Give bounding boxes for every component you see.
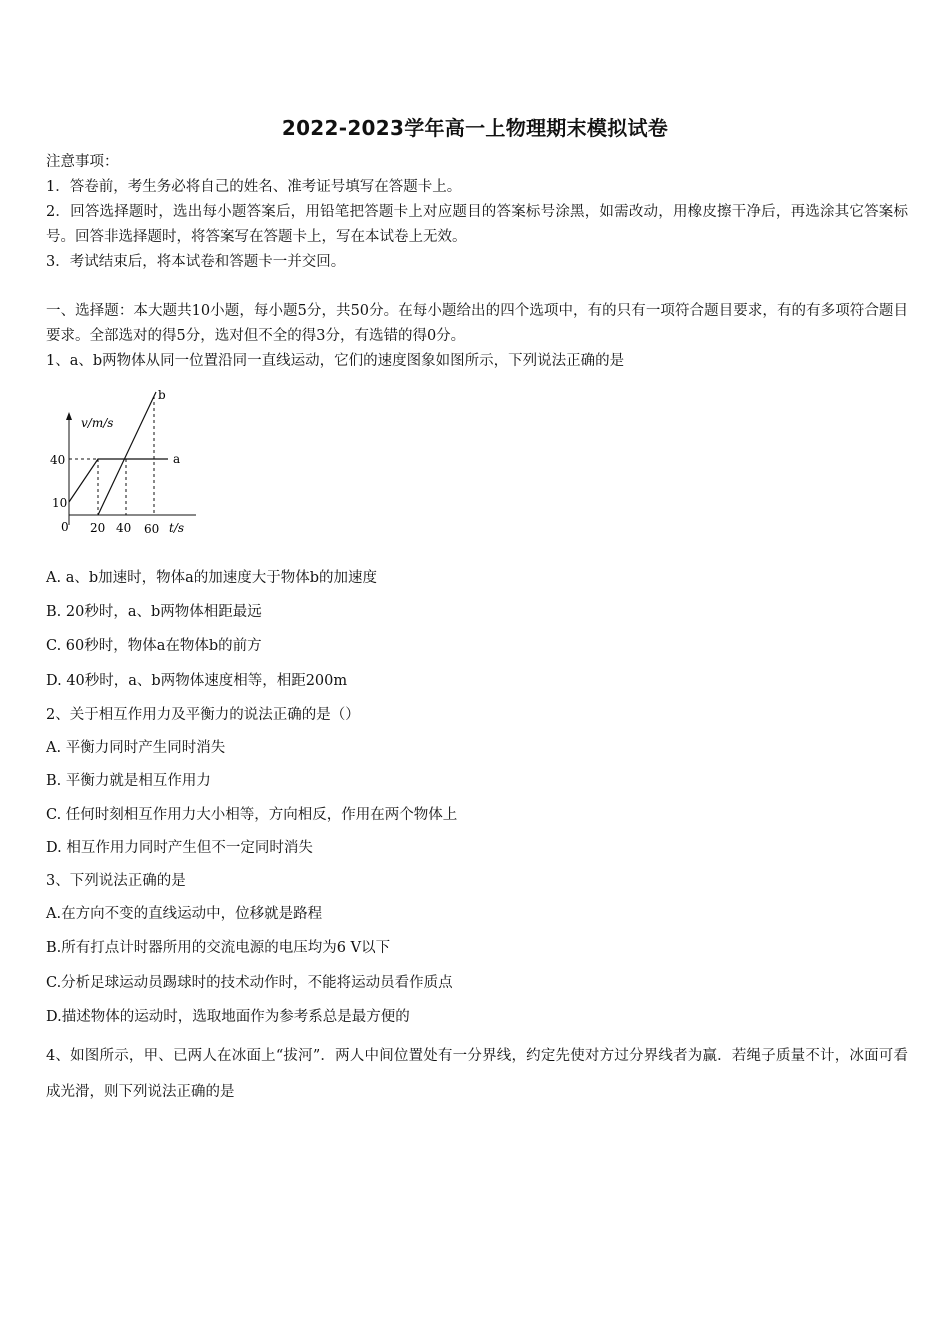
question-2-option-c: C. 任何时刻相互作用力大小相等，方向相反，作用在两个物体上	[46, 807, 458, 823]
notice-heading: 注意事项：	[46, 154, 119, 170]
question-3-option-a: A.在方向不变的直线运动中，位移就是路程	[46, 906, 323, 922]
x-tick-label: 60	[144, 522, 160, 536]
question-2-option-b: B. 平衡力就是相互作用力	[46, 773, 211, 789]
question-1-stem: 1、a、b两物体从同一位置沿同一直线运动，它们的速度图象如图所示，下列说法正确的是	[46, 353, 625, 369]
x-tick-label: 20	[90, 521, 106, 535]
velocity-time-graph	[46, 386, 206, 542]
x-tick-label: 0	[61, 520, 69, 534]
section-heading: 一、选择题：本大题共10小题，每小题5分，共50分。在每小题给出的四个选项中，有的只有一项符合题目要求，有的有多项符合题目要求。全部选对的得5分，选对但不全的得3分，有选错的得0分。	[46, 303, 908, 344]
y-tick-label: 10	[52, 496, 68, 510]
line-b	[98, 392, 156, 515]
question-3-stem: 3、下列说法正确的是	[46, 873, 186, 889]
line-b-label: b	[158, 388, 166, 402]
notice-item: 1．答卷前，考生务必将自己的姓名、准考证号填写在答题卡上。	[46, 179, 462, 195]
x-axis-label: t/s	[169, 521, 185, 535]
y-axis-arrow	[66, 412, 72, 420]
line-a-label: a	[173, 452, 181, 466]
question-3-option-d: D.描述物体的运动时，选取地面作为参考系总是最方便的	[46, 1009, 410, 1025]
page-title: 2022-2023学年高一上物理期末模拟试卷	[281, 116, 669, 140]
question-3-option-c: C.分析足球运动员踢球时的技术动作时，不能将运动员看作质点	[46, 975, 453, 991]
notice-item: 3．考试结束后，将本试卷和答题卡一并交回。	[46, 254, 346, 270]
x-tick-label: 40	[116, 521, 132, 535]
question-2-option-a: A. 平衡力同时产生同时消失	[46, 740, 226, 756]
question-4-stem: 4、如图所示，甲、已两人在冰面上“拔河”．两人中间位置处有一分界线，约定先使对方过分界线者为赢．若绳子质量不计，冰面可看成光滑，则下列说法正确的是	[46, 1048, 908, 1100]
notice-item: 2．回答选择题时，选出每小题答案后，用铅笔把答题卡上对应题目的答案标号涂黑，如需改动，用橡皮擦干净后，再选涂其它答案标号。回答非选择题时，将答案写在答题卡上，写在本试卷上无效。	[46, 204, 908, 245]
question-1-option-c: C. 60秒时，物体a在物体b的前方	[46, 638, 262, 654]
question-1-option-a: A. a、b加速时，物体a的加速度大于物体b的加速度	[46, 570, 378, 586]
question-3-option-b: B.所有打点计时器所用的交流电源的电压均为6 V以下	[46, 940, 391, 956]
line-a	[69, 459, 168, 502]
y-axis-label: v/m/s	[81, 416, 114, 430]
question-2-option-d: D. 相互作用力同时产生但不一定同时消失	[46, 840, 313, 856]
question-1-option-b: B. 20秒时，a、b两物体相距最远	[46, 604, 262, 620]
question-1-option-d: D. 40秒时，a、b两物体速度相等，相距200m	[46, 673, 348, 689]
y-tick-label: 40	[50, 453, 66, 467]
question-2-stem: 2、关于相互作用力及平衡力的说法正确的是（）	[46, 707, 360, 723]
